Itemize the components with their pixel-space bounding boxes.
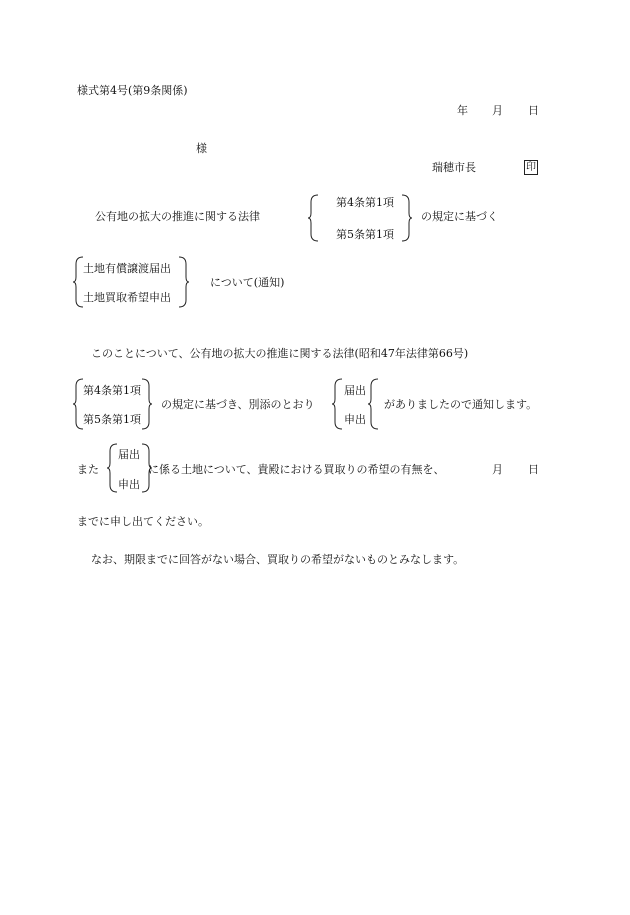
- left-brace: [308, 194, 320, 242]
- basis-middle: の規定に基づき、別添のとおり: [161, 398, 315, 411]
- right-brace: [141, 378, 153, 430]
- date-year-label: 年: [457, 104, 468, 117]
- also-prefix: また: [77, 463, 99, 476]
- article-option-a: 第4条第1項: [336, 196, 394, 209]
- seal-stamp: 印: [526, 162, 536, 173]
- deadline-day-label: 日: [528, 463, 539, 476]
- title-option-a: 土地有償譲渡届出: [83, 262, 171, 275]
- addressee-honorific: 様: [196, 142, 207, 155]
- article-option-b: 第5条第1項: [83, 413, 141, 426]
- note-paragraph: なお、期限までに回答がない場合、買取りの希望がないものとみなします。: [91, 553, 465, 566]
- form-number: 様式第4号(第9条関係): [77, 84, 188, 97]
- left-brace: [332, 378, 344, 430]
- notice-option-b: 申出: [344, 413, 366, 426]
- basis-suffix: の規定に基づく: [421, 210, 498, 223]
- title-suffix: について(通知): [210, 276, 285, 289]
- request-option-b: 申出: [118, 478, 140, 491]
- law-name: 公有地の拡大の推進に関する法律: [95, 210, 260, 223]
- left-brace: [368, 378, 380, 430]
- request-option-a: 届出: [118, 448, 140, 461]
- date-month-label: 月: [492, 104, 503, 117]
- title-option-b: 土地買取希望申出: [83, 291, 171, 304]
- notice-option-a: 届出: [344, 384, 366, 397]
- article-option-a: 第4条第1項: [83, 384, 141, 397]
- deadline-line: までに申し出てください。: [77, 515, 209, 528]
- article-option-b: 第5条第1項: [336, 228, 394, 241]
- notice-suffix: がありましたので通知します。: [384, 398, 538, 411]
- date-day-label: 日: [528, 104, 539, 117]
- sender-title: 瑞穂市長: [432, 161, 476, 174]
- right-brace: [178, 256, 190, 308]
- deadline-month-label: 月: [492, 463, 503, 476]
- request-middle: に係る土地について、貴殿における買取りの希望の有無を、: [148, 463, 445, 476]
- body-paragraph-1: このことについて、公有地の拡大の推進に関する法律(昭和47年法律第66号): [91, 347, 469, 360]
- right-brace: [401, 194, 413, 242]
